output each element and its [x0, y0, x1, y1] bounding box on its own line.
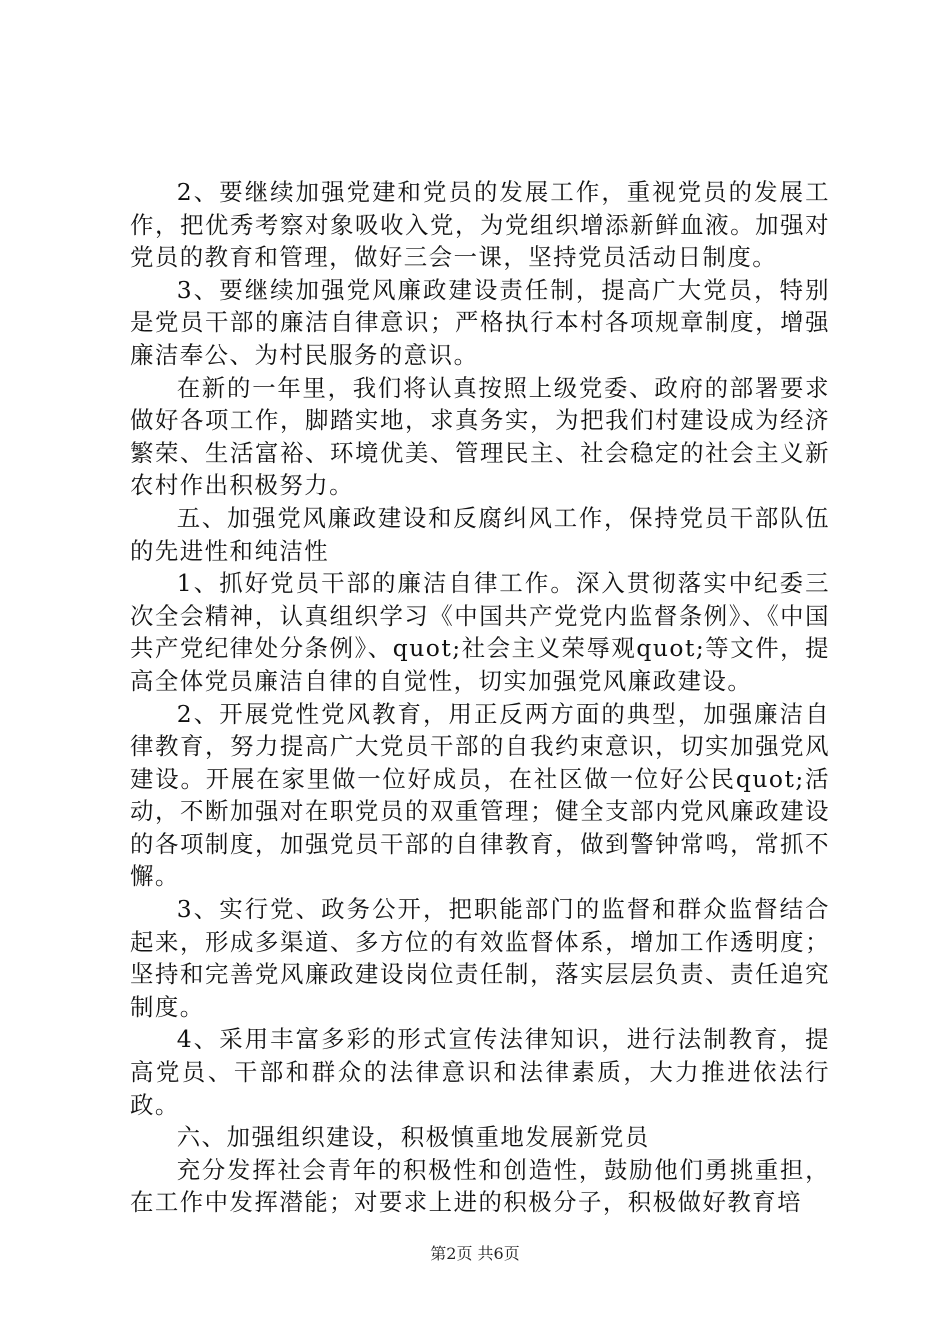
paragraph: 4、采用丰富多彩的形式宣传法律知识，进行法制教育，提高党员、干部和群众的法律意识和法律素质，大力推进依法行政。: [130, 1025, 830, 1119]
paragraph: 3、要继续加强党风廉政建设责任制，提高广大党员，特别是党员干部的廉洁自律意识；严格执行本村各项规章制度，增强廉洁奉公、为村民服务的意识。: [130, 275, 830, 369]
paragraph: 3、实行党、政务公开，把职能部门的监督和群众监督结合起来，形成多渠道、多方位的有效监督体系，增加工作透明度；坚持和完善党风廉政建设岗位责任制，落实层层负责、责任追究制度。: [130, 895, 830, 1021]
page-number-footer: 第2页 共6页: [430, 1244, 520, 1263]
paragraph: 在新的一年里，我们将认真按照上级党委、政府的部署要求做好各项工作，脚踏实地，求真务实，为把我们村建设成为经济繁荣、生活富裕、环境优美、管理民主、社会稳定的社会主义新农村作出积极努力。: [130, 373, 830, 500]
paragraph: 2、开展党性党风教育，用正反两方面的典型，加强廉洁自律教育，努力提高广大党员干部的自我约束意识，切实加强党风建设。开展在家里做一位好成员，在社区做一位好公民quot;活动，不断加强对在职党员的双重管理；健全支部内党风廉政建设的各项制度，加强党员干部的自律教育，做到警钟常鸣，常抓不懈。: [130, 699, 830, 891]
section-heading: 六、加强组织建设，积极慎重地发展新党员: [176, 1123, 650, 1152]
section-heading: 五、加强党风廉政建设和反腐纠风工作，保持党员干部队伍的先进性和纯洁性: [130, 503, 830, 565]
paragraph: 2、要继续加强党建和党员的发展工作，重视党员的发展工作，把优秀考察对象吸收入党，为党组织增添新鲜血液。加强对党员的教育和管理，做好三会一课，坚持党员活动日制度。: [130, 178, 830, 272]
paragraph: 充分发挥社会青年的积极性和创造性，鼓励他们勇挑重担，在工作中发挥潜能；对要求上进的积极分子，积极做好教育培: [130, 1155, 830, 1217]
document-body: [130, 176, 830, 1219]
paragraph: 1、抓好党员干部的廉洁自律工作。深入贯彻落实中纪委三次全会精神，认真组织学习《中国共产党党内监督条例》、《中国共产党纪律处分条例》、quot;社会主义荣辱观quot;等文件，提高全体党员廉洁自律的自觉性，切实加强党风廉政建设。: [130, 569, 830, 695]
